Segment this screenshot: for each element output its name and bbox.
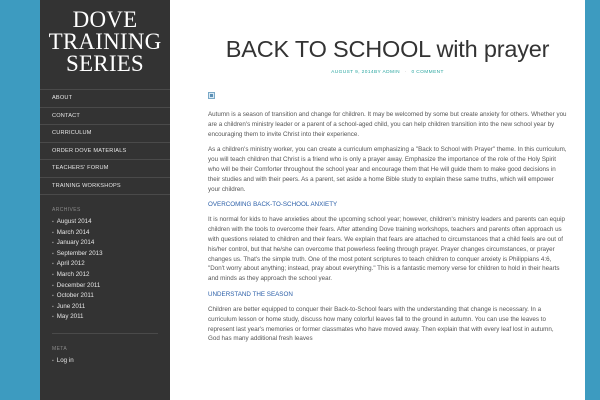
menu-item-contact[interactable]: CONTACT — [40, 108, 170, 126]
menu-item-teachers-forum[interactable]: TEACHERS' FORUM — [40, 160, 170, 178]
site-title-line: TRAINING — [48, 29, 162, 54]
post-title: BACK TO SCHOOL with prayer — [225, 36, 550, 62]
post-paragraph: Autumn is a season of transition and change for children. It may be welcomed by some but create anxiety for others. Whether you are a children's ministry leader or a parent of a school-aged child, you can help children transition into the new school year by encouraging them to invite Christ into their experience. — [208, 111, 567, 138]
post-date-link[interactable]: AUGUST 9, 2014 — [331, 70, 374, 75]
author-prefix: BY — [373, 70, 382, 75]
section-heading: UNDERSTAND THE SEASON — [208, 290, 293, 298]
archives-list — [40, 217, 170, 323]
image-placeholder-icon — [208, 92, 215, 99]
login-link[interactable]: ▪ Log in — [52, 356, 158, 367]
page-frame — [40, 0, 585, 400]
main-menu — [40, 89, 170, 195]
post-meta — [208, 70, 567, 75]
menu-item-order-dove-materials[interactable]: ORDER DOVE MATERIALS — [40, 143, 170, 161]
menu-item-about[interactable]: ABOUT — [40, 90, 170, 108]
post-comments-link[interactable]: 0 COMMENT — [411, 70, 444, 75]
post-paragraph: As a children's ministry worker, you can create a curriculum emphasizing a "Back to School with Prayer" theme. In this curriculum, you will teach children that Christ is a friend who is only a prayer away. Emphasize the importance of the role of the Holy Spirit who will be their Comforter throughout the school year and encourage them that He will guide them to make good decisions in their studies and with their peers. As a parent, set aside a home Bible study to explain these same truths, which will empower your children. — [208, 146, 567, 193]
site-title-line: DOVE — [72, 7, 138, 32]
archive-link[interactable]: ▪ March 2014 — [52, 228, 158, 239]
menu-item-curriculum[interactable]: CURRICULUM — [40, 125, 170, 143]
archives-widget-title: ARCHIVES — [52, 207, 81, 213]
section-heading: OVERCOMING BACK-TO-SCHOOL ANXIETY — [208, 201, 338, 209]
archive-link[interactable]: ▪ December 2011 — [52, 281, 158, 292]
archive-link[interactable]: ▪ June 2011 — [52, 302, 158, 313]
meta-separator: · — [404, 70, 407, 75]
divider — [52, 333, 158, 334]
sidebar — [40, 0, 170, 400]
post-paragraph: It is normal for kids to have anxieties about the upcoming school year; however, children's ministry leaders and parents can equip children with the tools to overcome their fears. After attending Dove training workshops, teachers and parents often approach us with questions related to children and their fears. We explain that fears are attached to circumstances that a child feels are out of his/her control, but that he/she can overcome that powerless feeling through prayer. Prayer changes circumstances, or prayer changes us. That's the simple truth. One of the most potent scriptures to teach children to conquer anxiety is Philippians 4:6, "Don't worry about anything; instead, pray about everything." This is a fantastic memory verse for children to hold in their hearts and minds as they approach the school year. — [208, 216, 565, 283]
menu-item-training-workshops[interactable]: TRAINING WORKSHOPS — [40, 178, 170, 196]
meta-widget-title: META — [52, 345, 68, 352]
post-paragraph: Children are better equipped to conquer their Back-to-School fears with the understanding that change is necessary. In a curriculum lesson or home study, discuss how many colorful leaves fall to the ground in autumn. You can use the leaves to represent last year's memories or former classmates who have moved away. Then explain that with every leaf lost in autumn, God has many additional fresh leaves — [208, 305, 554, 343]
archive-link[interactable]: ▪ October 2011 — [52, 291, 158, 302]
archive-link[interactable]: ▪ January 2014 — [52, 238, 158, 249]
archive-link[interactable]: ▪ May 2011 — [52, 312, 158, 323]
site-title-line: SERIES — [66, 51, 144, 76]
post-body — [208, 110, 567, 344]
archive-link[interactable]: ▪ March 2012 — [52, 270, 158, 281]
archive-link[interactable]: ▪ April 2012 — [52, 259, 158, 270]
meta-list — [40, 356, 170, 367]
post-author-link[interactable]: ADMIN — [382, 70, 401, 75]
archive-link[interactable]: ▪ September 2013 — [52, 249, 158, 260]
archive-link[interactable]: ▪ August 2014 — [52, 217, 158, 228]
main-content — [170, 0, 585, 400]
site-title[interactable] — [40, 0, 170, 87]
